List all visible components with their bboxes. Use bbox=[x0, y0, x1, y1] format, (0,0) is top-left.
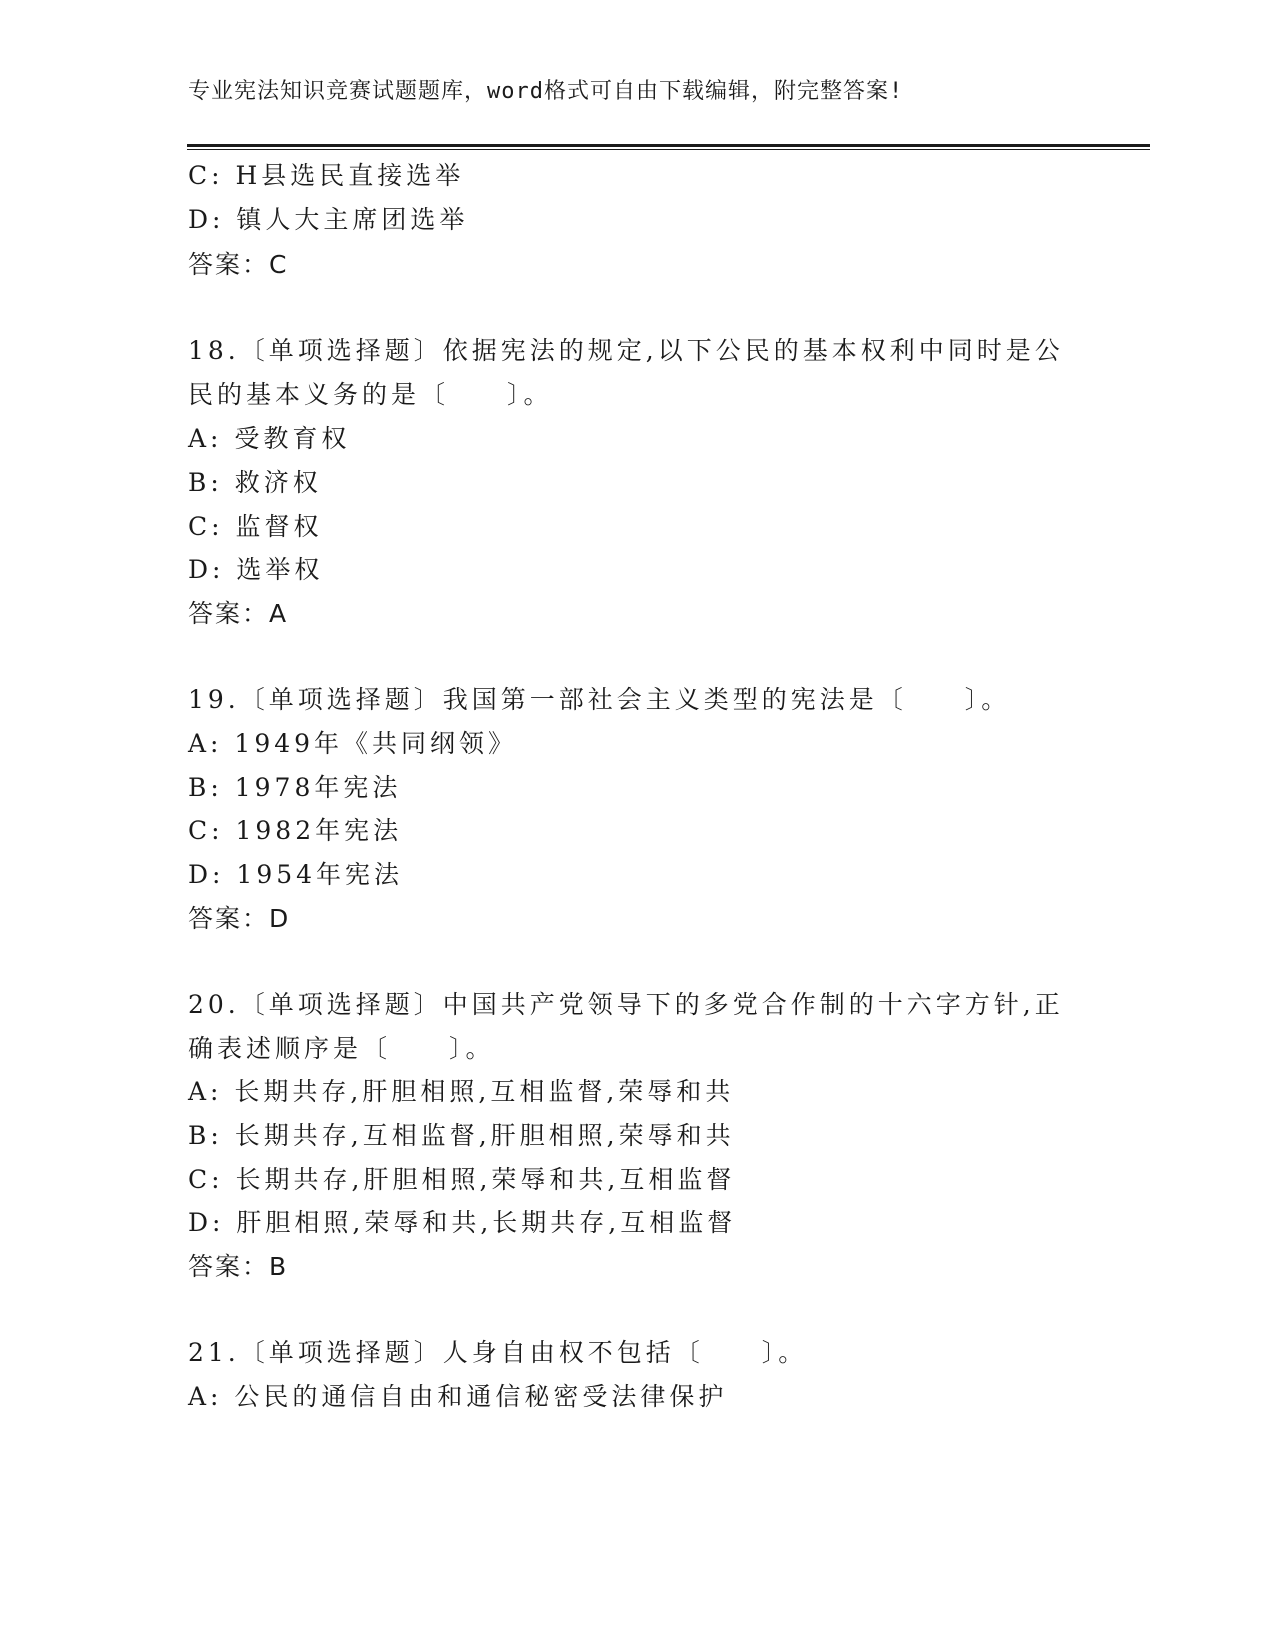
q20-option-a: A: 长期共存,肝胆相照,互相监督,荣辱和共 bbox=[188, 1077, 735, 1106]
q18-option-d: D: 选举权 bbox=[188, 555, 324, 584]
q19-answer: 答案：D bbox=[188, 904, 291, 933]
q17-option-d: D: 镇人大主席团选举 bbox=[188, 205, 469, 234]
q17-answer: 答案：C bbox=[188, 250, 289, 279]
q17-option-c: C: H县选民直接选举 bbox=[188, 161, 465, 190]
q21-option-a: A: 公民的通信自由和通信秘密受法律保护 bbox=[188, 1382, 728, 1411]
q19-option-b: B: 1978年宪法 bbox=[188, 773, 402, 802]
header-rule-thick bbox=[187, 144, 1150, 147]
q18-answer: 答案：A bbox=[188, 599, 289, 628]
q18-text-line2: 民的基本义务的是〔 〕。 bbox=[188, 380, 553, 409]
q18-option-b: B: 救济权 bbox=[188, 468, 322, 497]
q19-option-c: C: 1982年宪法 bbox=[188, 816, 403, 845]
header-rule-thin bbox=[187, 149, 1150, 150]
q19-option-a: A: 1949年《共同纲领》 bbox=[188, 729, 518, 758]
page-header: 专业宪法知识竞赛试题题库，word格式可自由下载编辑，附完整答案! bbox=[188, 79, 904, 104]
q18-text-line1: 18.〔单项选择题〕依据宪法的规定,以下公民的基本权利中同时是公 bbox=[188, 336, 1064, 365]
q20-option-c: C: 长期共存,肝胆相照,荣辱和共,互相监督 bbox=[188, 1165, 736, 1194]
q20-text-line2: 确表述顺序是〔 〕。 bbox=[188, 1034, 495, 1063]
q19-option-d: D: 1954年宪法 bbox=[188, 860, 404, 889]
q20-text-line1: 20.〔单项选择题〕中国共产党领导下的多党合作制的十六字方针,正 bbox=[188, 990, 1064, 1019]
q18-option-a: A: 受教育权 bbox=[188, 424, 351, 453]
q18-option-c: C: 监督权 bbox=[188, 512, 323, 541]
q20-answer: 答案：B bbox=[188, 1252, 289, 1281]
q20-option-d: D: 肝胆相照,荣辱和共,长期共存,互相监督 bbox=[188, 1208, 737, 1237]
q20-option-b: B: 长期共存,互相监督,肝胆相照,荣辱和共 bbox=[188, 1121, 735, 1150]
q21-text-line1: 21.〔单项选择题〕人身自由权不包括〔 〕。 bbox=[188, 1338, 808, 1367]
q19-text-line1: 19.〔单项选择题〕我国第一部社会主义类型的宪法是〔 〕。 bbox=[188, 685, 1011, 714]
